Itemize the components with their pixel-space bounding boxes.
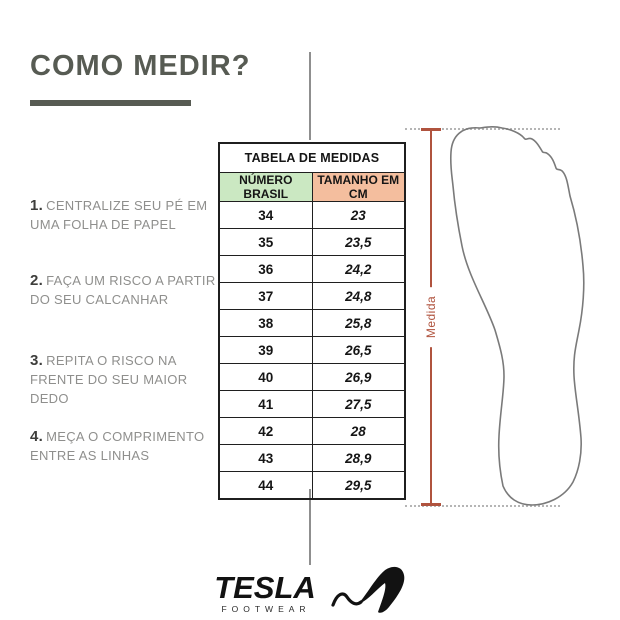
cell-numero-brasil: 38 [219, 310, 312, 337]
step-3-text: REPITA O RISCO NA FRENTE DO SEU MAIOR DEDO [30, 353, 188, 406]
step-1 [30, 196, 226, 234]
step-3 [30, 351, 226, 408]
table-row [219, 202, 405, 229]
cell-tamanho-cm: 28,9 [312, 445, 405, 472]
cell-numero-brasil: 40 [219, 364, 312, 391]
cell-numero-brasil: 42 [219, 418, 312, 445]
step-2-text: FAÇA UM RISCO A PARTIR DO SEU CALCANHAR [30, 273, 216, 307]
cell-tamanho-cm: 23,5 [312, 229, 405, 256]
cell-tamanho-cm: 25,8 [312, 310, 405, 337]
size-table-title: TABELA DE MEDIDAS [219, 143, 405, 173]
table-row [219, 445, 405, 472]
cell-tamanho-cm: 24,8 [312, 283, 405, 310]
cell-numero-brasil: 41 [219, 391, 312, 418]
column-header-tamanho-cm: TAMANHO EM CM [312, 173, 405, 202]
cell-numero-brasil: 44 [219, 472, 312, 500]
cell-tamanho-cm: 26,9 [312, 364, 405, 391]
brand-name: TESLA [214, 570, 316, 605]
step-3-number: 3. [30, 352, 44, 369]
table-row [219, 283, 405, 310]
brand-swoosh-icon [330, 562, 410, 614]
step-2 [30, 271, 226, 309]
cell-numero-brasil: 35 [219, 229, 312, 256]
measure-cap-bottom [421, 503, 441, 506]
step-4-text: MEÇA O COMPRIMENTO ENTRE AS LINHAS [30, 429, 205, 463]
brand-subtitle: FOOTWEAR [221, 604, 311, 614]
size-table [218, 142, 406, 500]
step-1-number: 1. [30, 197, 44, 214]
table-row [219, 310, 405, 337]
measure-label: Medida [424, 287, 438, 347]
step-4 [30, 427, 226, 465]
cell-numero-brasil: 36 [219, 256, 312, 283]
cell-tamanho-cm: 26,5 [312, 337, 405, 364]
step-1-text: CENTRALIZE SEU PÉ EM UMA FOLHA DE PAPEL [30, 198, 208, 232]
cell-tamanho-cm: 23 [312, 202, 405, 229]
table-row [219, 229, 405, 256]
table-row [219, 418, 405, 445]
cell-numero-brasil: 39 [219, 337, 312, 364]
cell-numero-brasil: 43 [219, 445, 312, 472]
step-4-number: 4. [30, 428, 44, 445]
foot-outline-icon [446, 124, 588, 509]
table-row [219, 337, 405, 364]
divider-top [309, 52, 311, 140]
table-row [219, 391, 405, 418]
measure-cap-top [421, 128, 441, 131]
table-row [219, 364, 405, 391]
column-header-numero-brasil: NÚMERO BRASIL [219, 173, 312, 202]
table-row [219, 256, 405, 283]
divider-bottom [309, 489, 311, 565]
cell-numero-brasil: 34 [219, 202, 312, 229]
cell-tamanho-cm: 29,5 [312, 472, 405, 500]
cell-tamanho-cm: 24,2 [312, 256, 405, 283]
title-underline [30, 100, 191, 106]
cell-tamanho-cm: 27,5 [312, 391, 405, 418]
cell-tamanho-cm: 28 [312, 418, 405, 445]
page-title: COMO MEDIR? [30, 50, 251, 82]
step-2-number: 2. [30, 272, 44, 289]
cell-numero-brasil: 37 [219, 283, 312, 310]
table-row [219, 472, 405, 500]
